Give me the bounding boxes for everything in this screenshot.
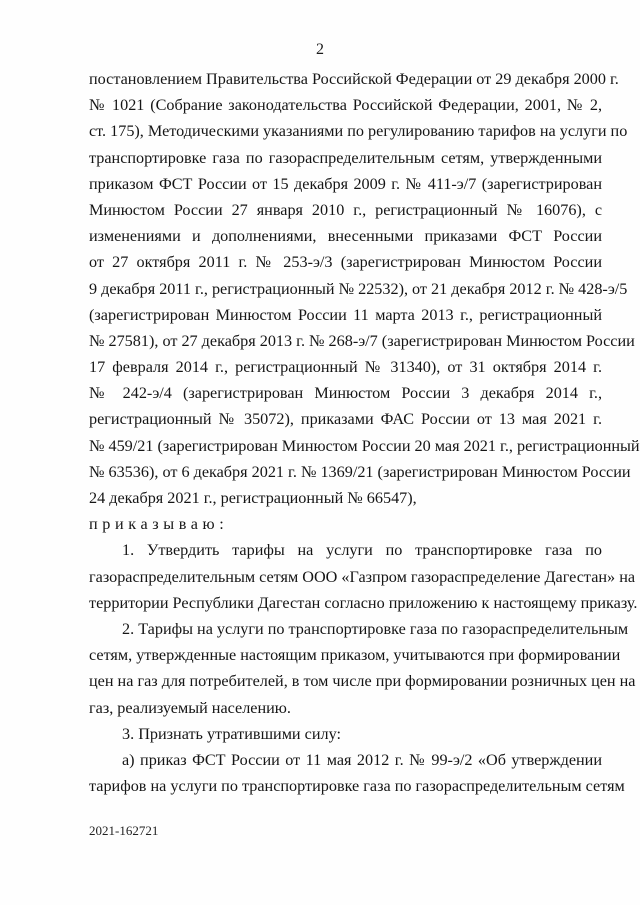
text-line: Минюстом России 27 января 2010 г., регистрационный № 16076), с <box>89 200 602 219</box>
page-number: 2 <box>316 41 324 58</box>
text-line: № 1021 (Собрание законодательства Российской Федерации, 2001, № 2, <box>89 96 602 115</box>
text-line: 9 декабря 2011 г., регистрационный № 22532), от 21 декабря 2012 г. № 428-э/5 <box>89 279 628 298</box>
text-line: транспортировке газа по газораспределительным сетям, утвержденными <box>89 148 602 167</box>
text-line: 24 декабря 2021 г., регистрационный № 66547), <box>89 489 417 507</box>
text-line: а) приказ ФСТ России от 11 мая 2012 г. № 99-э/2 «Об утверждении <box>122 750 602 769</box>
text-line: № 459/21 (зарегистрирован Минюстом России 20 мая 2021 г., регистрационный <box>89 436 640 455</box>
text-line: изменениями и дополнениями, внесенными приказами ФСТ России <box>89 227 602 246</box>
text-line: № 27581), от 27 декабря 2013 г. № 268-э/7 (зарегистрирован Минюстом России <box>89 331 635 350</box>
text-line: постановлением Правительства Российской Федерации от 29 декабря 2000 г. <box>89 70 619 88</box>
text-line: (зарегистрирован Минюстом России 11 марта 2013 г., регистрационный <box>89 305 602 324</box>
text-line: от 27 октября 2011 г. № 253-э/3 (зарегистрирован Минюстом России <box>89 253 602 272</box>
text-line: регистрационный № 35072), приказами ФАС России от 13 мая 2021 г. <box>89 410 602 429</box>
text-line: № 242-э/4 (зарегистрирован Минюстом России 3 декабря 2014 г., <box>89 384 602 403</box>
text-line: газораспределительным сетям ООО «Газпром газораспределение Дагестан» на <box>89 567 636 586</box>
text-line: тарифов на услуги по транспортировке газа по газораспределительным сетям <box>89 777 625 796</box>
text-line: 3. Признать утратившими силу: <box>122 724 341 743</box>
document-body <box>89 66 640 799</box>
text-line: газ, реализуемый населению. <box>89 698 291 717</box>
text-line: 1. Утвердить тарифы на услуги по транспортировке газа по <box>122 541 602 560</box>
text-line: ст. 175), Методическими указаниями по регулированию тарифов на услуги по <box>89 122 628 141</box>
text-line: № 63536), от 6 декабря 2021 г. № 1369/21 (зарегистрирован Минюстом России <box>89 462 631 481</box>
text-line: территории Республики Дагестан согласно приложению к настоящему приказу. <box>89 593 638 612</box>
text-line: 17 февраля 2014 г., регистрационный № 31340), от 31 октября 2014 г. <box>89 358 602 377</box>
footer-code: 2021-162721 <box>89 823 159 838</box>
text-line: сетям, утвержденные настоящим приказом, учитываются при формировании <box>89 646 621 665</box>
text-line: цен на газ для потребителей, в том числе при формировании розничных цен на <box>89 672 636 691</box>
order-word: приказываю: <box>89 515 229 534</box>
text-line: приказом ФСТ России от 15 декабря 2009 г. № 411-э/7 (зарегистрирован <box>89 174 602 193</box>
text-line: 2. Тарифы на услуги по транспортировке газа по газораспределительным <box>122 619 629 638</box>
